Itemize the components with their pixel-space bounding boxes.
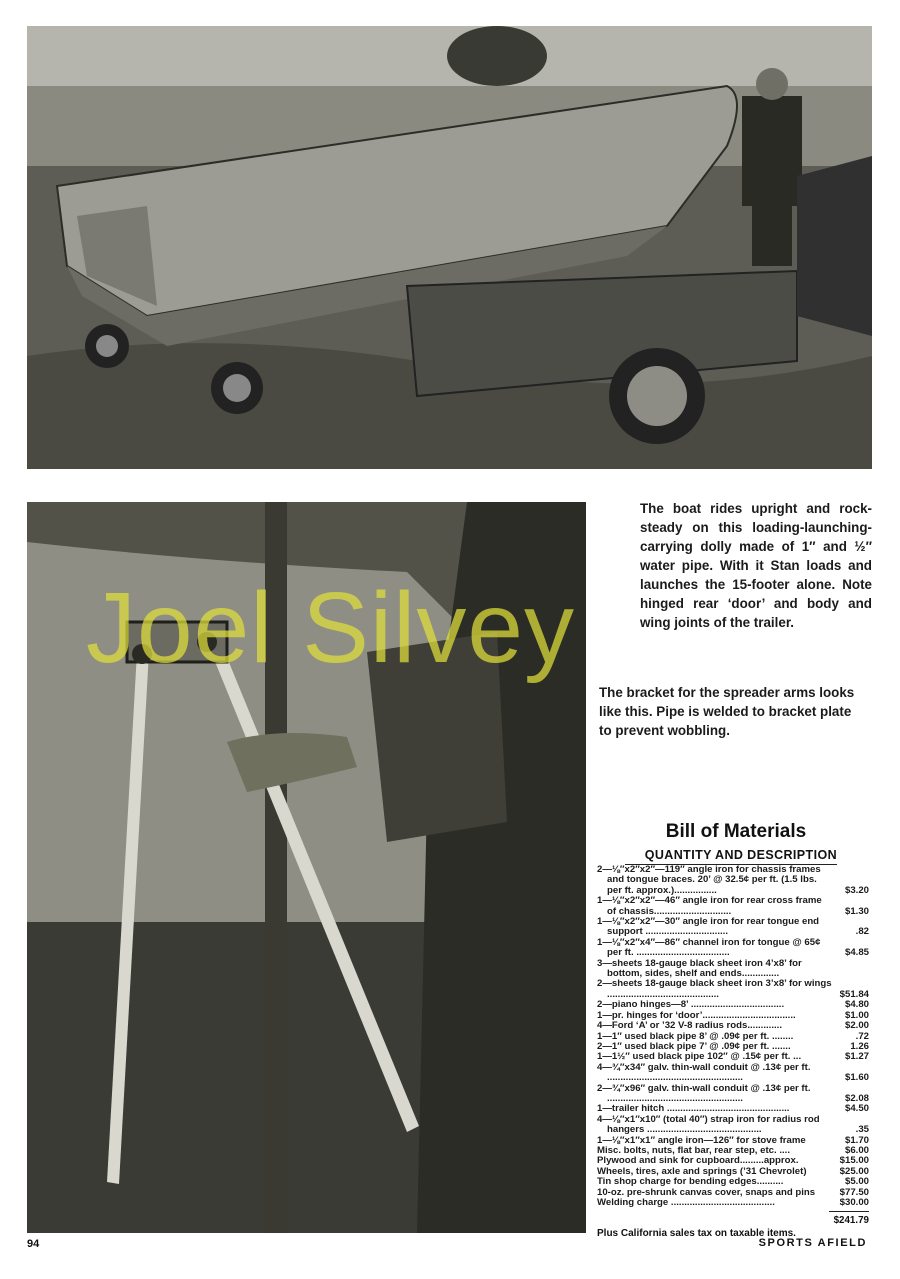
bom-item-description: 10-oz. pre-shrunk canvas cover, snaps and pins bbox=[597, 1186, 816, 1198]
bom-item-description: 1—⅛″x2″x2″—46″ angle iron for rear cross frame of chassis............................. bbox=[597, 895, 822, 917]
bom-item-description: 2—piano hinges—8’ ................................... bbox=[597, 999, 785, 1011]
bom-item-description: 1—⅛″x1″x1″ angle iron—126″ for stove frame bbox=[597, 1134, 806, 1146]
caption-bracket: The bracket for the spreader arms looks like this. Pipe is welded to bracket plate to prevent wobbling. bbox=[599, 685, 855, 738]
bom-item-price: .82 bbox=[855, 926, 869, 938]
bom-item-price: $2.08 bbox=[844, 1092, 869, 1104]
bom-item-price: $2.00 bbox=[844, 1020, 869, 1032]
bom-item-description: 4—Ford ‘A’ or ’32 V-8 radius rods............. bbox=[597, 1020, 782, 1032]
bom-item-price: $15.00 bbox=[839, 1155, 869, 1167]
bom-item-description: 1—1″ used black pipe 8’ @ .09¢ per ft. ........ bbox=[597, 1030, 794, 1042]
bom-item-description: 1—trailer hitch .............................................. bbox=[597, 1103, 790, 1115]
bill-of-materials bbox=[597, 820, 869, 1239]
bom-item-price: $1.60 bbox=[844, 1072, 869, 1084]
bom-item-price: $1.70 bbox=[844, 1134, 869, 1146]
bom-item-price: $25.00 bbox=[839, 1165, 869, 1177]
bom-item-price: $1.30 bbox=[844, 905, 869, 917]
bom-item-price: $1.27 bbox=[844, 1051, 869, 1063]
bom-item-description: 2—⅛″x2″x2″—119″ angle iron for chassis frames and tongue braces. 20’ @ 32.5¢ per ft. (1.5 lbs. per ft. approx.)................ bbox=[597, 864, 821, 896]
bom-row bbox=[597, 1198, 869, 1208]
bom-item-price: $77.50 bbox=[839, 1186, 869, 1198]
publication-name: SPORTS AFIELD bbox=[758, 1237, 867, 1249]
bom-item-description: 2—sheets 18-gauge black sheet iron 3’x8’ for wings .......................................... bbox=[597, 978, 832, 1000]
bom-total-row bbox=[597, 1211, 869, 1226]
bom-row bbox=[597, 1084, 869, 1105]
bom-item-price: 1.26 bbox=[850, 1040, 869, 1052]
bom-item-price: .35 bbox=[855, 1124, 869, 1136]
bom-row bbox=[597, 979, 869, 1000]
bom-item-price: $1.00 bbox=[844, 1009, 869, 1021]
spreader-bracket-photo bbox=[27, 502, 586, 1233]
bom-row bbox=[597, 896, 869, 917]
bom-row bbox=[597, 1115, 869, 1136]
bom-item-description: 2—¾″x96″ galv. thin-wall conduit @ .13¢ per ft. ................................................... bbox=[597, 1082, 811, 1104]
bom-item-description: 1—⅛″x2″x4″—86″ channel iron for tongue @ 65¢ per ft. ................................... bbox=[597, 936, 821, 959]
bom-row bbox=[597, 1063, 869, 1084]
bom-item-description: 1—pr. hinges for ‘door’................................... bbox=[597, 1009, 796, 1021]
bom-item-price: $3.20 bbox=[844, 884, 869, 896]
bom-item-description: 2—1″ used black pipe 7’ @ .09¢ per ft. ....... bbox=[597, 1040, 791, 1052]
bom-item-description: Misc. bolts, nuts, flat bar, rear step, etc. .... bbox=[597, 1144, 790, 1156]
bom-row bbox=[597, 865, 869, 896]
bom-title: Bill of Materials bbox=[665, 821, 807, 842]
bom-total: $241.79 bbox=[829, 1211, 869, 1226]
bom-item-description: 3—sheets 18-gauge black sheet iron 4’x8’ for bottom, sides, shelf and ends.............. bbox=[597, 957, 802, 980]
bom-row bbox=[597, 917, 869, 938]
bom-row bbox=[597, 1021, 869, 1031]
bom-row bbox=[597, 938, 869, 959]
bom-item-description: 1—1½″ used black pipe 102″ @ .15¢ per ft. ... bbox=[597, 1051, 802, 1063]
bom-item-price: $51.84 bbox=[839, 988, 869, 1000]
bom-item-price: $6.00 bbox=[844, 1144, 869, 1156]
bom-item-price: $5.00 bbox=[844, 1176, 869, 1188]
spreader-bracket-illustration bbox=[27, 502, 586, 1233]
bom-item-description: Plywood and sink for cupboard.........approx. bbox=[597, 1155, 799, 1167]
boat-trailer-illustration bbox=[27, 26, 872, 469]
bom-item-description: 4—¾″x34″ galv. thin-wall conduit @ .13¢ per ft. ................................................... bbox=[597, 1061, 811, 1084]
page-number: 94 bbox=[27, 1238, 40, 1250]
bom-item-description: Welding charge ....................................... bbox=[597, 1197, 775, 1208]
bom-item-price: .72 bbox=[855, 1030, 869, 1042]
bom-item-description: 1—⅛″x2″x2″—30″ angle iron for rear tongue end support ............................... bbox=[597, 916, 820, 938]
bom-item-price: $4.50 bbox=[844, 1103, 869, 1115]
bom-row bbox=[597, 959, 869, 980]
bom-list bbox=[597, 865, 869, 1208]
bom-item-price: $30.00 bbox=[839, 1197, 869, 1208]
boat-trailer-photo bbox=[27, 26, 872, 469]
bom-item-description: 4—⅛″x1″x10″ (total 40″) strap iron for radius rod hangers ........................................... bbox=[597, 1113, 820, 1136]
caption-boat: The boat rides upright and rock-steady on this loading-launching-carrying dolly made of 1″ and ½″ water pipe. With it Stan loads and launches the 15-footer alone. Note hinged rear ‘door’ and body and wing joints of the trailer. bbox=[640, 501, 872, 630]
bom-item-price: $4.85 bbox=[844, 947, 869, 959]
bom-note: Plus California sales tax on taxable items. bbox=[597, 1228, 796, 1240]
bom-item-description: Tin shop charge for bending edges.......... bbox=[597, 1176, 784, 1188]
watermark: Joel Silvey bbox=[86, 572, 575, 684]
bom-subtitle: QUANTITY AND DESCRIPTION bbox=[625, 848, 837, 865]
bom-item-price: $4.80 bbox=[844, 999, 869, 1011]
bom-item-description: Wheels, tires, axle and springs (’31 Chevrolet) bbox=[597, 1165, 807, 1177]
